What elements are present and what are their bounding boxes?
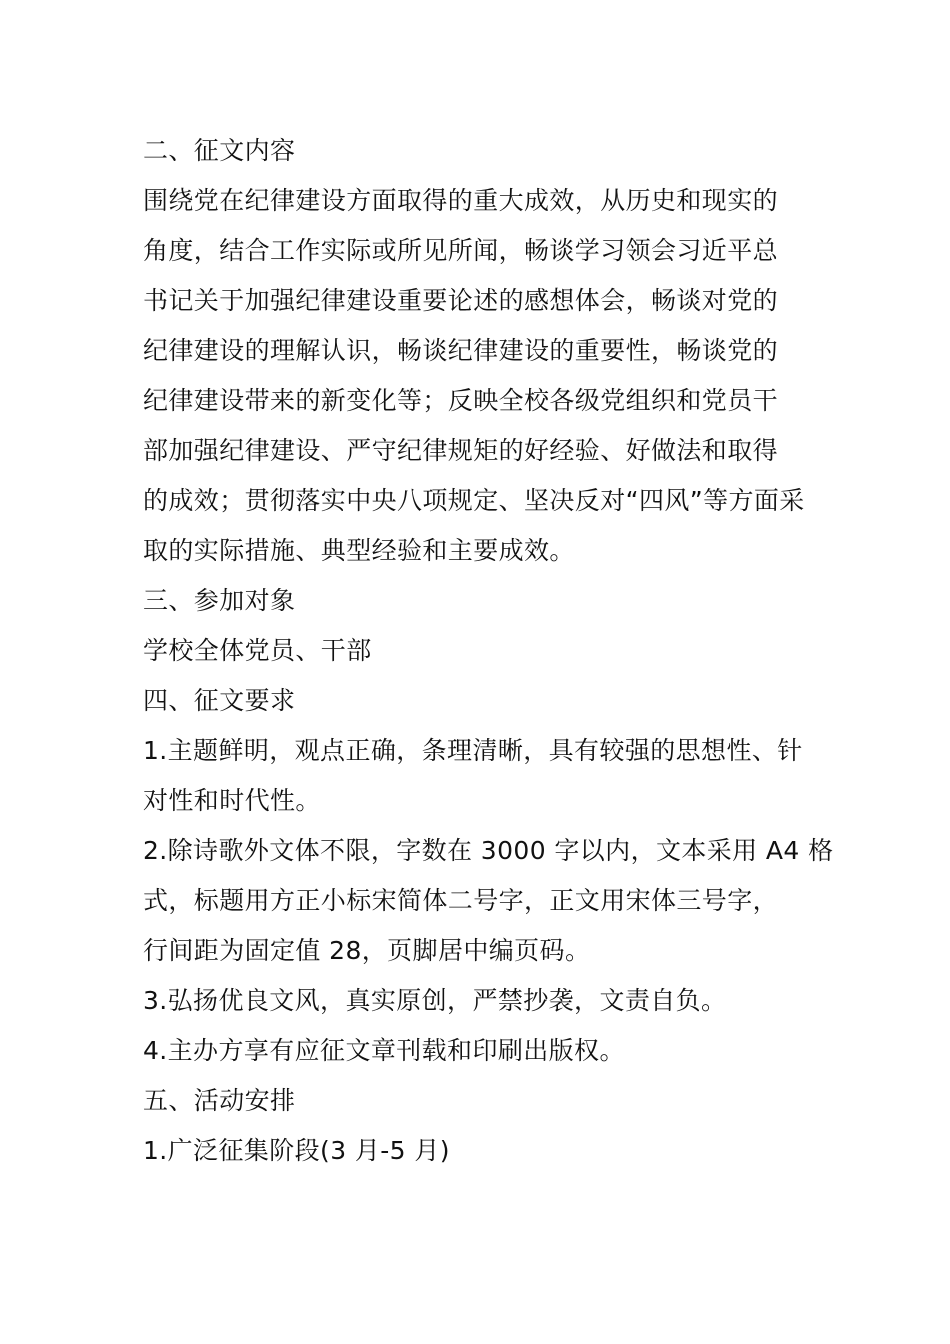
list-item-line: 4.主办方享有应征文章刊载和印刷出版权。 — [143, 1036, 625, 1065]
paragraph-line: 角度，结合工作实际或所见所闻，畅谈学习领会习近平总 — [143, 236, 779, 265]
list-item-line: 2.除诗歌外文体不限，字数在 3000 字以内，文本采用 A4 格 — [143, 836, 834, 865]
paragraph-line: 书记关于加强纪律建设重要论述的感想体会，畅谈对党的 — [143, 286, 779, 315]
paragraph-line: 部加强纪律建设、严守纪律规矩的好经验、好做法和取得 — [143, 436, 779, 465]
list-item-line: 行间距为固定值 28，页脚居中编页码。 — [143, 936, 591, 965]
paragraph-line: 纪律建设带来的新变化等；反映全校各级党组织和党员干 — [143, 386, 779, 415]
list-item-line: 对性和时代性。 — [143, 786, 321, 815]
section-heading-requirements: 四、征文要求 — [143, 686, 296, 715]
section-heading-content: 二、征文内容 — [143, 136, 296, 165]
paragraph-line: 学校全体党员、干部 — [143, 636, 372, 665]
paragraph-line: 取的实际措施、典型经验和主要成效。 — [143, 536, 575, 565]
paragraph-line: 的成效；贯彻落实中央八项规定、坚决反对“四风”等方面采 — [143, 486, 805, 515]
section-heading-schedule: 五、活动安排 — [143, 1086, 296, 1115]
list-item-line: 1.广泛征集阶段(3 月-5 月) — [143, 1136, 450, 1165]
section-heading-participants: 三、参加对象 — [143, 586, 296, 615]
paragraph-line: 纪律建设的理解认识，畅谈纪律建设的重要性，畅谈党的 — [143, 336, 779, 365]
paragraph-line: 围绕党在纪律建设方面取得的重大成效，从历史和现实的 — [143, 186, 779, 215]
list-item-line: 1.主题鲜明，观点正确，条理清晰，具有较强的思想性、针 — [143, 736, 803, 765]
list-item-line: 3.弘扬优良文风，真实原创，严禁抄袭，文责自负。 — [143, 986, 727, 1015]
list-item-line: 式，标题用方正小标宋简体二号字，正文用宋体三号字， — [143, 886, 779, 915]
document-page — [143, 126, 834, 1176]
